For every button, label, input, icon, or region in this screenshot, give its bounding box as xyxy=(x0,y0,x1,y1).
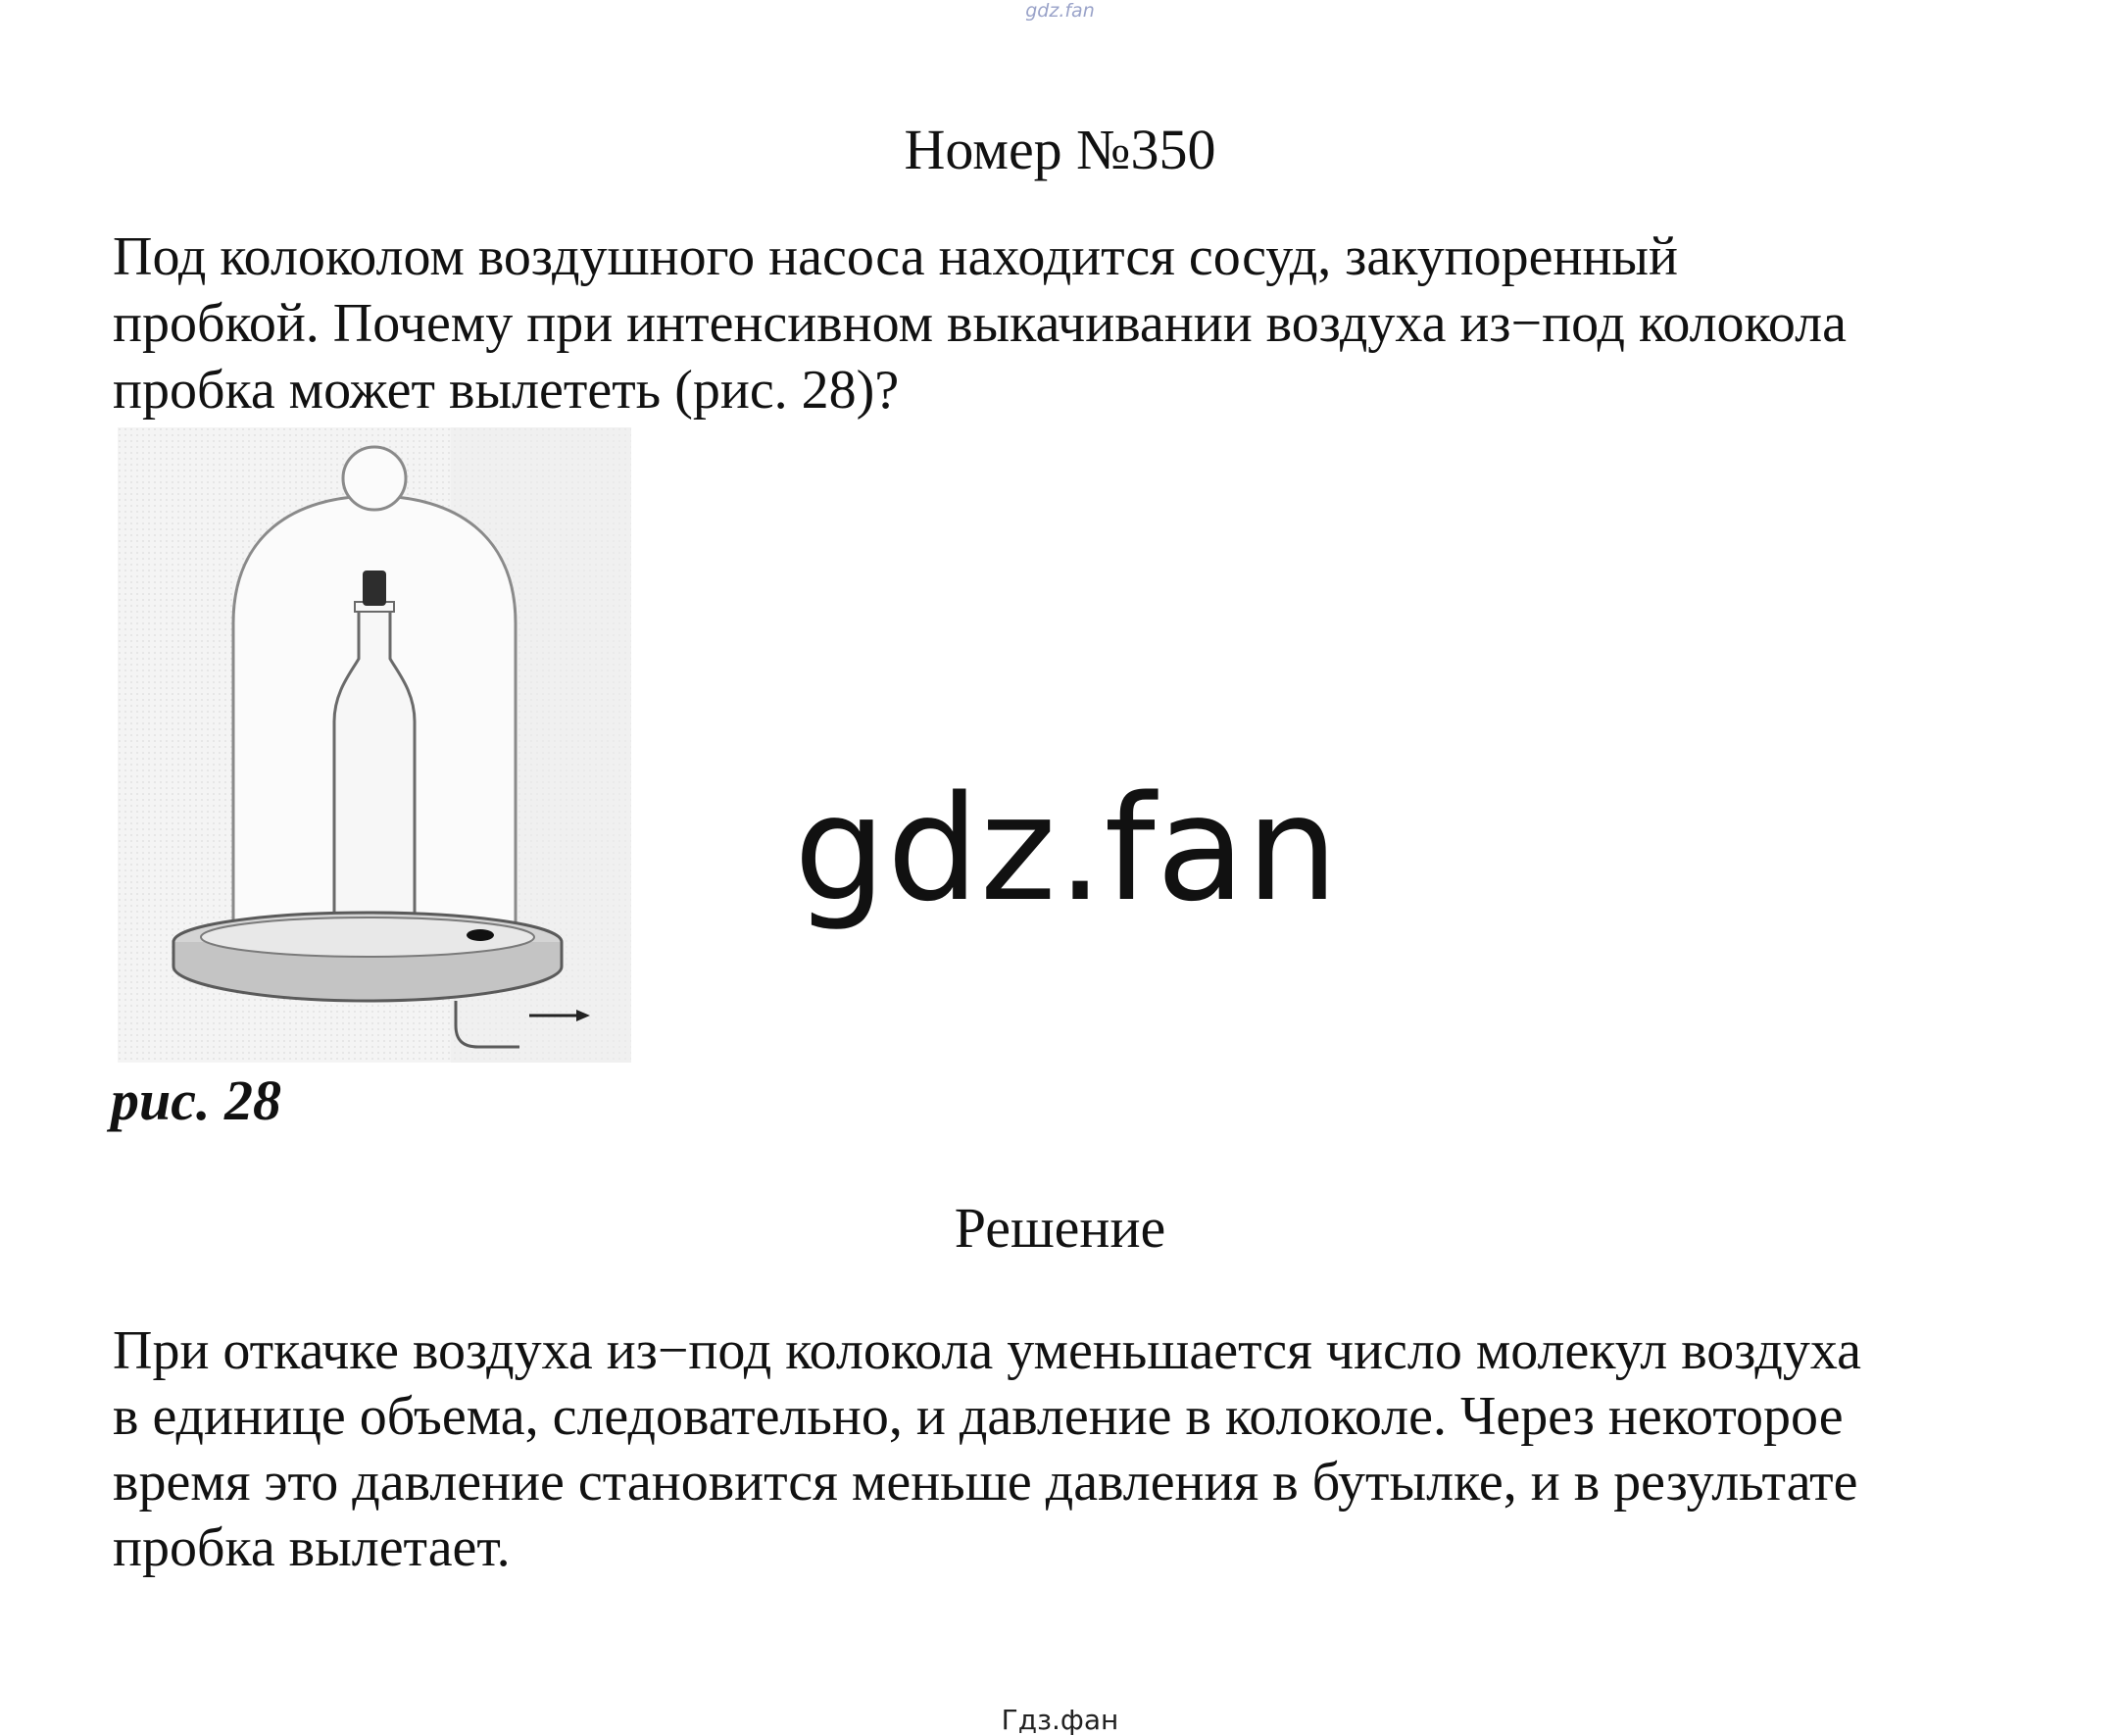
figure-bell-jar xyxy=(118,427,631,1063)
header-watermark: gdz.fan xyxy=(1025,0,1095,22)
bell-jar-illustration xyxy=(118,427,631,1063)
question-line: пробкой. Почему при интенсивном выкачивании воздуха из−под колокола xyxy=(113,293,1847,354)
page-title: Номер №350 xyxy=(904,118,1216,181)
cork xyxy=(363,570,386,606)
footer-watermark: Гдз.фан xyxy=(1001,1704,1119,1736)
answer-line: При откачке воздуха из−под колокола уменьшается число молекул воздуха xyxy=(113,1320,1862,1381)
watermark-text: gdz.fan xyxy=(794,765,1340,933)
answer-line: пробка вылетает. xyxy=(113,1517,511,1578)
question-line: пробка может вылететь (рис. 28)? xyxy=(113,360,900,421)
question-line: Под колоколом воздушного насоса находится сосуд, закупоренный xyxy=(113,226,1679,287)
bell-jar-knob xyxy=(343,447,406,510)
figure-caption: рис. 28 xyxy=(111,1068,281,1132)
outlet-hole xyxy=(467,929,494,941)
question-text xyxy=(113,223,2034,423)
solution-heading: Решение xyxy=(954,1196,1166,1260)
answer-text xyxy=(113,1318,2034,1581)
answer-line: в единице объема, следовательно, и давление в колоколе. Через некоторое xyxy=(113,1386,1844,1447)
answer-line: время это давление становится меньше давления в бутылке, и в результате xyxy=(113,1452,1858,1513)
